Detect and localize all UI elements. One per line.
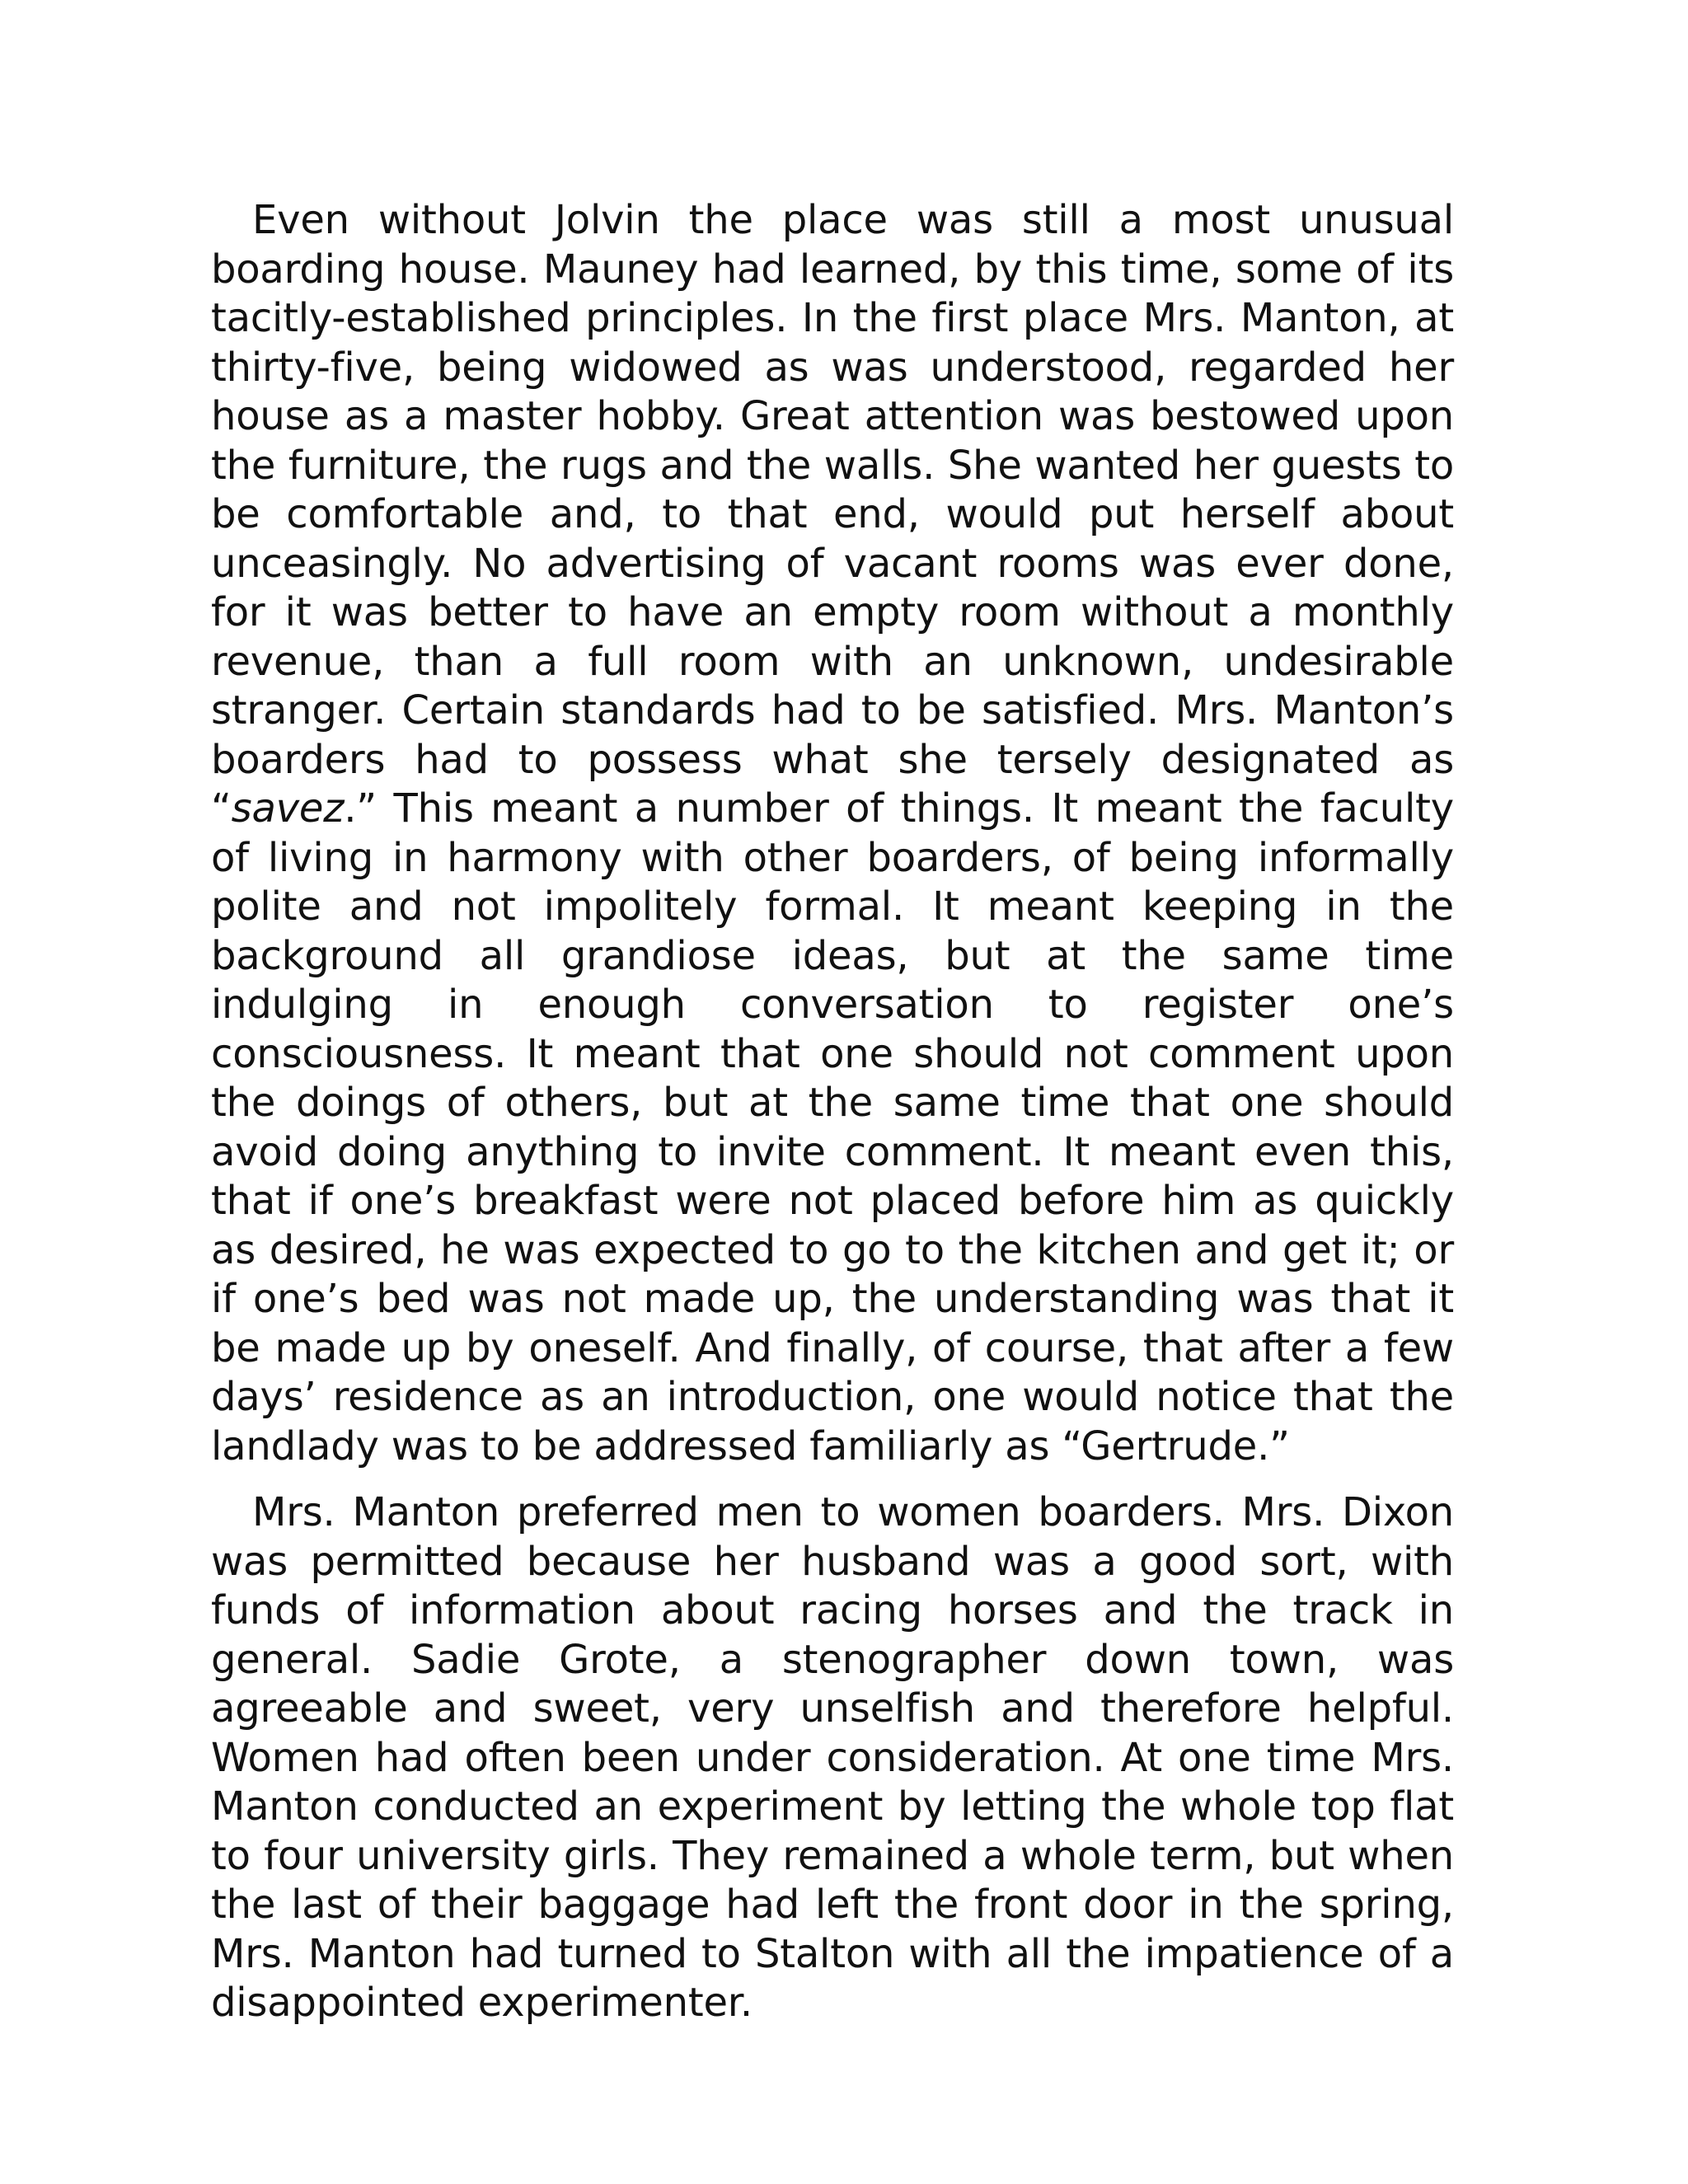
paragraph-1-text-after: .” This meant a number of things. It meant the faculty of living in harmony with other boarders, of being informally polite and not impolitely formal. It meant keeping in the background all grandiose ideas, but at the same time indulging in enough conversation to register one’s consciousness. It meant that one should not comment upon the doings of others, but at the same time that one should avoid doing anything to invite comment. It meant even this, that if one’s breakfast were not placed before him as quickly as desired, he was expected to go to the kitchen and get it; or if one’s bed was not made up, the understanding was that it be made up by oneself. And finally, of course, that after a few days’ residence as an introduction, one would notice that the landlady was to be addressed familiarly as “Gertrude.” bbox=[211, 785, 1454, 1469]
page-body bbox=[211, 196, 1454, 2028]
paragraph-1-text-before: Even without Jolvin the place was still a most unusual boarding house. Mauney had learned, by this time, some of its tacitly-established principles. In the first place Mrs. Manton, at thirty-five, being widowed as was understood, regarded her house as a master hobby. Great attention was bestowed upon the furniture, the rugs and the walls. She wanted her guests to be comfortable and, to that end, would put herself about unceasingly. No advertising of vacant rooms was ever done, for it was better to have an empty room without a monthly revenue, than a full room with an unknown, undesirable stranger. Certain standards had to be satisfied. Mrs. Manton’s boarders had to possess what she tersely designated as “ bbox=[211, 197, 1454, 832]
paragraph-boarding-house bbox=[211, 196, 1454, 1471]
paragraph-boarders: Mrs. Manton preferred men to women boarders. Mrs. Dixon was permitted because her husband was a good sort, with funds of information about racing horses and the track in general. Sadie Grote, a stenographer down town, was agreeable and sweet, very unselfish and therefore helpful. Women had often been under consideration. At one time Mrs. Manton conducted an experiment by letting the whole top flat to four university girls. They remained a whole term, but when the last of their baggage had left the front door in the spring, Mrs. Manton had turned to Stalton with all the impatience of a disappointed experimenter. bbox=[211, 1489, 1454, 2026]
paragraph-1-italic-word: savez bbox=[231, 785, 345, 832]
